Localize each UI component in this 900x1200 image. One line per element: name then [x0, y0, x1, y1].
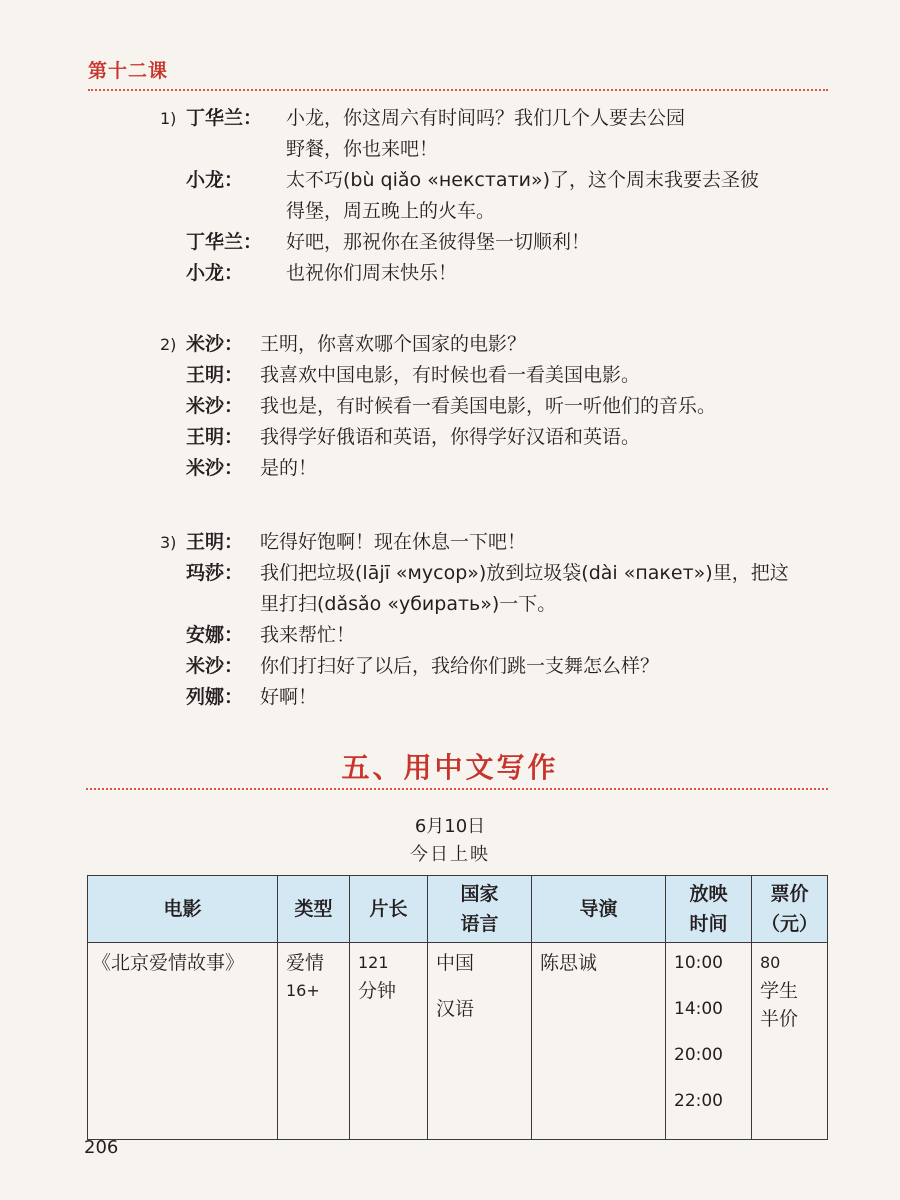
dialog-1: [160, 103, 860, 289]
cell-genre: 爱情 16+: [278, 943, 350, 1140]
table-header-row: [88, 876, 828, 943]
speaker-name: 安娜：: [186, 624, 244, 646]
dialog-text: 小龙，你这周六有时间吗？我们几个人要去公园: [286, 107, 686, 129]
dialog-text: 我们把垃圾(lājī «мусор»)放到垃圾袋(dài «пакет»)里，把这: [260, 562, 789, 584]
cell-showtimes: [666, 943, 752, 1140]
dialog-text: 你们打扫好了以后，我给你们跳一支舞怎么样？: [260, 655, 660, 677]
section-divider: [86, 788, 828, 790]
speaker-name: 王明：: [186, 364, 244, 386]
dialog-text: 野餐，你也来吧！: [286, 138, 439, 160]
speaker-name: 米沙：: [186, 457, 244, 479]
dialog-line: [160, 360, 860, 391]
speaker-name: 玛莎：: [186, 562, 244, 584]
dialog-line: [160, 651, 860, 682]
showtime: 14:00: [674, 999, 723, 1019]
dialog-line: [160, 589, 860, 620]
dialog-text: 也祝你们周末快乐！: [286, 262, 458, 284]
showtime: 20:00: [674, 1045, 723, 1065]
dialog-number: 3): [160, 533, 177, 552]
speaker-name: 王明：: [186, 426, 244, 448]
dialog-text: 好吧，那祝你在圣彼得堡一切顺利！: [286, 231, 591, 253]
header-price: 票价 （元）: [752, 876, 828, 943]
speaker-name: 米沙：: [186, 395, 244, 417]
cell-country-language: 中国 汉语: [428, 943, 532, 1140]
cell-director: 陈思诚: [532, 943, 666, 1140]
speaker-name: 米沙：: [186, 655, 244, 677]
dialog-line: [160, 196, 860, 227]
dialog-text: 太不巧(bù qiǎo «некстати»)了，这个周末我要去圣彼: [286, 169, 760, 191]
dialog-text: 王明，你喜欢哪个国家的电影？: [260, 333, 527, 355]
dialog-text: 是的！: [260, 457, 318, 479]
dialog-line: [160, 682, 860, 713]
dialog-line: [160, 258, 860, 289]
speaker-name: 丁华兰：: [186, 107, 263, 129]
dialog-text: 里打扫(dǎsǎo «убирать»)一下。: [260, 593, 557, 615]
schedule-subtitle: 今日上映: [410, 844, 490, 865]
section-title: 五、用中文写作: [341, 751, 559, 784]
showtime: 10:00: [674, 953, 723, 973]
dialog-line: [160, 453, 860, 484]
movie-schedule-table: [87, 875, 828, 1140]
dialog-line: [160, 558, 860, 589]
dialog-line: [160, 165, 860, 196]
showtime: 22:00: [674, 1091, 723, 1111]
dialog-2: [160, 329, 860, 484]
dialog-line: [160, 422, 860, 453]
header-director: 导演: [532, 876, 666, 943]
speaker-name: 小龙：: [186, 169, 244, 191]
speaker-name: 列娜：: [186, 686, 244, 708]
dialog-line: [160, 134, 860, 165]
dialog-line: [160, 620, 860, 651]
page-header: [88, 56, 828, 91]
dialog-number: 2): [160, 335, 177, 354]
dialog-text: 我来帮忙！: [260, 624, 356, 646]
dialog-line: [160, 329, 860, 360]
header-showtime: 放映 时间: [666, 876, 752, 943]
cell-film: 《北京爱情故事》: [88, 943, 278, 1140]
dialog-number: 1): [160, 109, 177, 128]
cell-length: 121 分钟: [350, 943, 428, 1140]
dialog-line: [160, 227, 860, 258]
speaker-name: 米沙：: [186, 333, 244, 355]
dialog-text: 我得学好俄语和英语，你得学好汉语和英语。: [260, 426, 641, 448]
dialog-text: 我也是，有时候看一看美国电影，听一听他们的音乐。: [260, 395, 717, 417]
table-row: [88, 943, 828, 1140]
speaker-name: 小龙：: [186, 262, 244, 284]
speaker-name: 丁华兰：: [186, 231, 263, 253]
cell-price: 80 学生 半价: [752, 943, 828, 1140]
page-number: 206: [84, 1137, 119, 1158]
dialog-3: [160, 527, 860, 713]
speaker-name: 王明：: [186, 531, 244, 553]
schedule-date: 6月10日: [414, 816, 486, 837]
dialog-text: 得堡，周五晚上的火车。: [286, 200, 496, 222]
dialog-text: 吃得好饱啊！现在休息一下吧！: [260, 531, 527, 553]
dialog-text: 好啊！: [260, 686, 318, 708]
header-film: 电影: [88, 876, 278, 943]
lesson-title: 第十二课: [88, 60, 169, 82]
header-genre: 类型: [278, 876, 350, 943]
dialog-line: [160, 391, 860, 422]
dialog-text: 我喜欢中国电影，有时候也看一看美国电影。: [260, 364, 641, 386]
dialog-line: [160, 103, 860, 134]
header-divider: [88, 89, 828, 91]
dialog-line: [160, 527, 860, 558]
header-country-language: 国家 语言: [428, 876, 532, 943]
header-length: 片长: [350, 876, 428, 943]
